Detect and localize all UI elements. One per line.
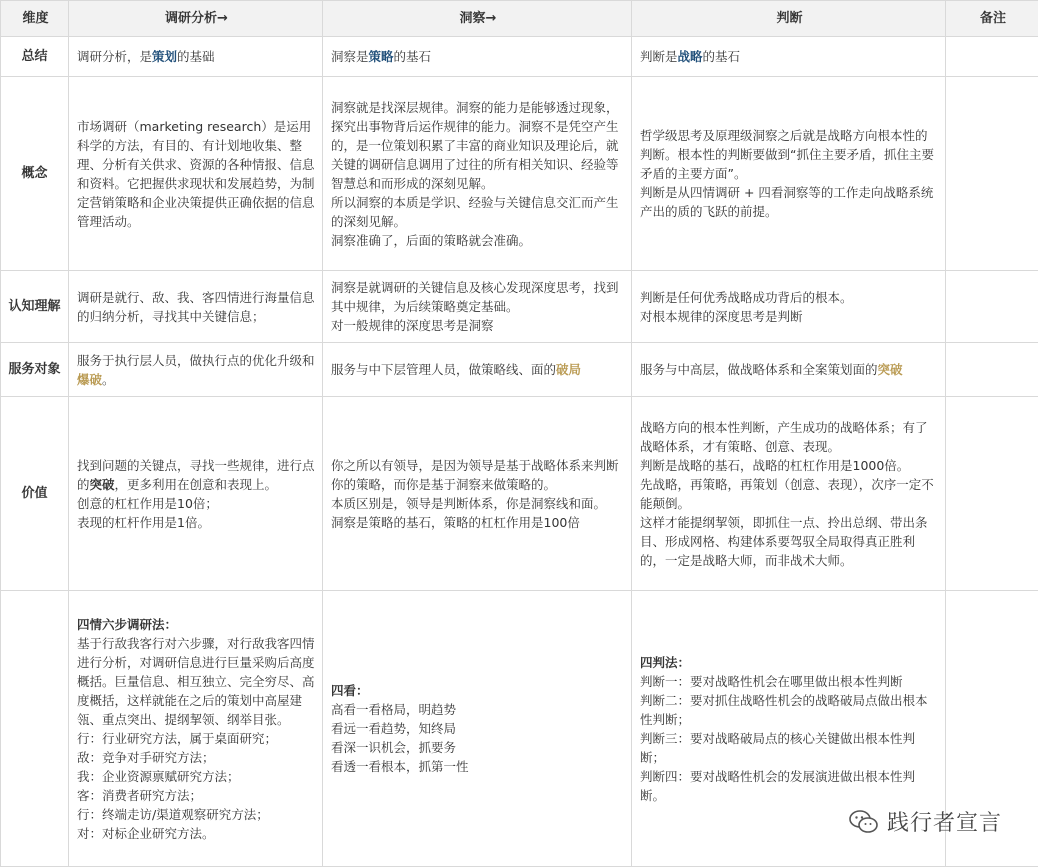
header-row: [1, 1, 1038, 37]
cell-summary-judgment: 判断是战略的基石: [632, 37, 946, 77]
wechat-icon: [849, 809, 879, 835]
watermark-text: 践行者宣言: [886, 811, 1002, 836]
dim-method: [1, 591, 69, 867]
row-cognition: [1, 271, 1038, 343]
cell-value-insight: 你之所以有领导，是因为领导是基于战略体系来判断你的策略，而你是基于洞察来做策略的。 本质区别是，领导是判断体系，你是洞察线和面。 洞察是策略的基石，策略的杠杠作用是100倍: [323, 397, 632, 591]
cell-summary-remarks: [946, 37, 1038, 77]
dim-service: 服务对象: [1, 343, 69, 397]
dim-value: 价值: [1, 397, 69, 591]
cell-service-judgment: 服务与中高层，做战略体系和全案策划面的突破: [632, 343, 946, 397]
cell-cognition-insight: 洞察是就调研的关键信息及核心发现深度思考，找到其中规律，为后续策略奠定基础。 对一般规律的深度思考是洞察: [323, 271, 632, 343]
cell-concept-remarks: [946, 77, 1038, 271]
watermark: [849, 806, 1002, 837]
cell-cognition-judgment: 判断是任何优秀战略成功背后的根本。 对根本规律的深度思考是判断: [632, 271, 946, 343]
header-research: 调研分析→: [69, 1, 323, 37]
cell-method-research: 四情六步调研法： 基于行敌我客行对六步骤，对行敌我客四情进行分析，对调研信息进行巨量采购后高度概括。巨量信息、相互独立、完全穷尽、高度概括，这样就能在之后的策划中高屋建瓴、重点突出、提纲挈领、纲举目张。 行：行业研究方法，属于桌面研究； 敌：竞争对手研究方法； 我：企业资源禀赋研究方法； 客：消费者研究方法； 行：终端走访/渠道观察研究方法； 对：对标企业研究方法。: [69, 591, 323, 867]
cell-service-insight: 服务与中下层管理人员，做策略线、面的破局: [323, 343, 632, 397]
cell-concept-insight: 洞察就是找深层规律。洞察的能力是能够透过现象，探究出事物背后运作规律的能力。洞察不是凭空产生的，是一位策划积累了丰富的商业知识及理论后，就关键的调研信息调用了过往的所有相关知识、经验等智慧总和而形成的深刻见解。 所以洞察的本质是学识、经验与关键信息交汇而产生的深刻见解。 洞察准确了，后面的策略就会准确。: [323, 77, 632, 271]
cell-concept-judgment: 哲学级思考及原理级洞察之后就是战略方向根本性的判断。根本性的判断要做到“抓住主要矛盾，抓住主要矛盾的主要方面”。 判断是从四情调研 + 四看洞察等的工作走向战略系统产出的质的飞跃的前提。: [632, 77, 946, 271]
header-judgment: 判断: [632, 1, 946, 37]
header-remarks: 备注: [946, 1, 1038, 37]
cell-summary-insight: 洞察是策略的基石: [323, 37, 632, 77]
row-summary: [1, 37, 1038, 77]
cell-cognition-remarks: [946, 271, 1038, 343]
cell-concept-research: 市场调研（marketing research）是运用科学的方法，有目的、有计划地收集、整理、分析有关供求、资源的各种情报、信息和资料。它把握供求现状和发展趋势，为制定营销策略和企业决策提供正确依据的信息管理活动。: [69, 77, 323, 271]
dim-cognition: 认知理解: [1, 271, 69, 343]
cell-value-remarks: [946, 397, 1038, 591]
cell-cognition-research: 调研是就行、敌、我、客四情进行海量信息的归纳分析，寻找其中关键信息；: [69, 271, 323, 343]
row-concept: [1, 77, 1038, 271]
row-service: [1, 343, 1038, 397]
cell-value-research: 找到问题的关键点，寻找一些规律，进行点的突破，更多利用在创意和表现上。 创意的杠杠作用是10倍； 表现的杠杆作用是1倍。: [69, 397, 323, 591]
dim-summary: 总结: [1, 37, 69, 77]
cell-summary-research: 调研分析，是策划的基础: [69, 37, 323, 77]
dim-concept: 概念: [1, 77, 69, 271]
cell-service-remarks: [946, 343, 1038, 397]
cell-value-judgment: 战略方向的根本性判断，产生成功的战略体系；有了战略体系，才有策略、创意、表现。 判断是战略的基石，战略的杠杠作用是1000倍。 先战略，再策略，再策划（创意、表现），次序一定不能颠倒。 这样才能提纲挈领，即抓住一点、拎出总纲、带出条目、形成网格、构建体系要驾驭全局取得真正胜利的，一定是战略大师，而非战术大师。: [632, 397, 946, 591]
cell-method-judgment: 四判法： 判断一：要对战略性机会在哪里做出根本性判断 判断二：要对抓住战略性机会的战略破局点做出根本性判断； 判断三：要对战略破局点的核心关键做出根本性判断； 判断四：要对战略性机会的发展演进做出根本性判断。: [632, 591, 946, 867]
cell-method-insight: 四看： 高看一看格局，明趋势 看远一看趋势，知终局 看深一识机会，抓要务 看透一看根本，抓第一性: [323, 591, 632, 867]
cell-service-research: 服务于执行层人员，做执行点的优化升级和爆破。: [69, 343, 323, 397]
row-value: [1, 397, 1038, 591]
header-dimension: 维度: [1, 1, 69, 37]
header-insight: 洞察→: [323, 1, 632, 37]
